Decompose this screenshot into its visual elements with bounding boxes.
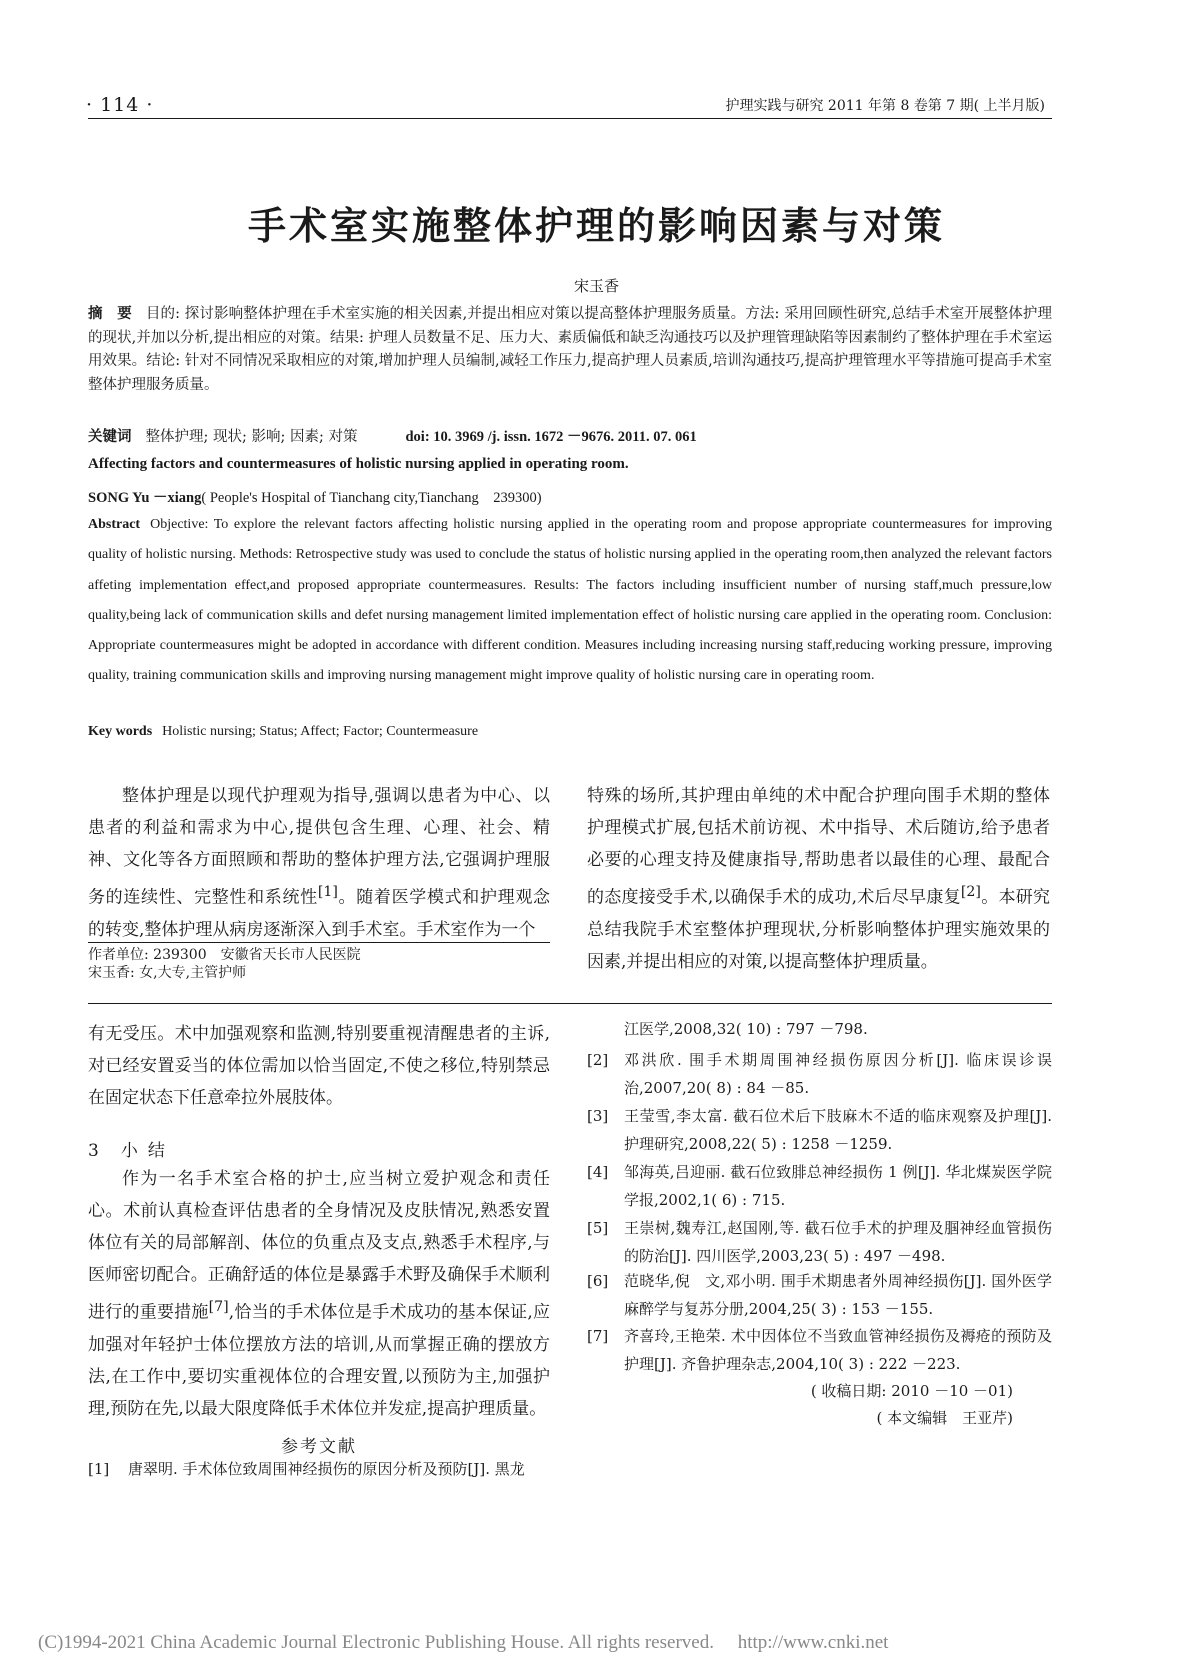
reference-number: [2] xyxy=(587,1051,609,1069)
citation-7: [7] xyxy=(208,1299,229,1315)
reference-text: 齐喜玲,王艳荣. 术中因体位不当致血管神经损伤及褥疮的预防及护理[J]. 齐鲁护理杂志,2004,10( 3) : 222 －223. xyxy=(624,1327,1052,1373)
intro-left-text-after: 。随着医学模式和护理观念的转变,整体护理从病房逐渐深入到手术室。手术室作为一个 xyxy=(88,887,551,940)
article-author: 宋玉香 xyxy=(573,277,619,295)
keywords-en-text: Holistic nursing; Status; Affect; Factor; Countermeasure xyxy=(162,724,479,739)
reference-number: [7] xyxy=(587,1327,609,1345)
reference-text: 邓洪欣. 围手术期周围神经损伤原因分析[J]. 临床误诊误治,2007,20( 8) : 84 －85. xyxy=(624,1051,1052,1097)
continued-text: 有无受压。术中加强观察和监测,特别要重视清醒患者的主诉,对已经安置妥当的体位需加以恰当固定,不使之移位,特别禁忌在固定状态下任意牵拉外展肢体。 xyxy=(88,1024,550,1108)
section-3-title: 小结 xyxy=(120,1141,175,1161)
article-title: 手术室实施整体护理的影响因素与对策 xyxy=(247,203,945,248)
abstract-cn xyxy=(88,302,1052,397)
reference-number: [6] xyxy=(587,1272,609,1290)
keywords-cn-label: 关键词 xyxy=(88,428,132,445)
citation-1: [1] xyxy=(317,884,338,900)
keywords-en xyxy=(88,724,1052,740)
section-3-heading xyxy=(88,1136,550,1161)
section-3-text-a: 作为一名手术室合格的护士,应当树立爱护观念和责任心。术前认真检查评估患者的全身情况及皮肤情况,熟悉安置体位有关的局部解剖、体位的负重点及支点,熟悉手术程序,与医师密切配合。正确舒适的体位是暴露手术野及确保手术顺利进行的重要措施 xyxy=(88,1169,550,1323)
reference-item xyxy=(587,1214,1052,1270)
reference-text: 范晓华,倪 文,邓小明. 围手术期患者外周神经损伤[J]. 国外医学麻醉学与复苏分册,2004,25( 3) : 153 －155. xyxy=(624,1272,1052,1318)
reference-text: 王崇树,魏寿江,赵国刚,等. 截石位手术的护理及腘神经血管损伤的防治[J]. 四川医学,2003,23( 5) : 497 －498. xyxy=(624,1219,1052,1265)
reference-item xyxy=(587,1158,1052,1214)
abstract-cn-text: 目的: 探讨影响整体护理在手术室实施的相关因素,并提出相应对策以提高整体护理服务质量。方法: 采用回顾性研究,总结手术室开展整体护理的现状,并加以分析,提出相应的对策。结果: 护理人员数量不足、压力大、素质偏低和缺乏沟通技巧以及护理管理缺陷等因素制约了整体护理在手术室运用效果。结论: 针对不同情况采取相应的对策,增加护理人员编制,减轻工作压力,提高护理人员素质,培训沟通技巧,提高护理管理水平等措施可提高手术室整体护理服务质量。 xyxy=(88,306,1053,393)
keywords-cn xyxy=(88,425,1052,446)
section-divider xyxy=(88,1003,1052,1004)
page-number: · 114 · xyxy=(86,94,154,116)
reference-item xyxy=(587,1046,1052,1102)
intro-left-column xyxy=(88,780,550,946)
author-en xyxy=(88,486,1052,507)
reference-item xyxy=(88,1455,550,1483)
intro-right-column xyxy=(587,780,1050,978)
references-title: 参考文献 xyxy=(281,1437,357,1457)
footnote-affiliation: 作者单位: 239300 安徽省天长市人民医院 xyxy=(88,947,361,963)
editor-note: ( 本文编辑 王亚芹) xyxy=(876,1409,1013,1427)
abstract-en-text: Objective: To explore the relevant factors affecting holistic nursing applied in the operating room and propose appropriate countermeasures for improving quality of holistic nursing. Methods: Retrospective study was used to conclude the status of holistic nursing applied in the operating room,then analyzed the relevant factors affeting implementation effect,and proposed appropriate countermeasures. Results: The factors including insufficient number of nursing staff,much pressure,low quality,being lack of communication skills and defet nursing management limited implementation effect of holistic nursing care applied in the operating room. Conclusion: Appropriate countermeasures might be adopted in accordance with different condition. Measures including increasing nursing staff,reducing working pressure, improving quality, training communication skills and improving nursing management might improve quality of holistic nursing care in operating room. xyxy=(88,517,1052,684)
keywords-en-label: Key words xyxy=(88,724,153,739)
reference-number: [4] xyxy=(587,1163,609,1181)
title-en: Affecting factors and countermeasures of holistic nursing applied in operating room. xyxy=(88,456,629,472)
reference-item xyxy=(587,1322,1052,1378)
footnote xyxy=(88,946,550,982)
journal-header: 护理实践与研究 2011 年第 8 卷第 7 期( 上半月版) xyxy=(725,98,1045,114)
footnote-rule xyxy=(88,942,550,943)
section-3-body xyxy=(88,1163,550,1425)
reference-number: [1] xyxy=(88,1460,110,1478)
footnote-author-info: 宋玉香: 女,大专,主管护师 xyxy=(88,965,247,981)
author-en-name: SONG Yu －xiang xyxy=(88,490,202,506)
reference-text: 唐翠明. 手术体位致周围神经损伤的原因分析及预防[J]. 黑龙 xyxy=(128,1460,525,1478)
reference-1-continued: 江医学,2008,32( 10) : 797 －798. xyxy=(624,1020,868,1038)
abstract-cn-label: 摘 要 xyxy=(88,305,132,322)
reference-number: [3] xyxy=(587,1107,609,1125)
section-3-number: 3 xyxy=(88,1141,99,1161)
citation-2: [2] xyxy=(960,884,981,900)
reference-text: 邹海英,吕迎丽. 截石位致腓总神经损伤 1 例[J]. 华北煤炭医学院学报,2002,1( 6) : 715. xyxy=(624,1163,1052,1209)
abstract-en xyxy=(88,510,1052,692)
author-en-affiliation: ( People's Hospital of Tianchang city,Tianchang 239300) xyxy=(201,490,542,506)
reference-text: 王莹雪,李太富. 截石位术后下肢麻木不适的临床观察及护理[J]. 护理研究,2008,22( 5) : 1258 －1259. xyxy=(624,1107,1052,1153)
intro-left-text: 整体护理是以现代护理观为指导,强调以患者为中心、以患者的利益和需求为中心,提供包含生理、心理、社会、精神、文化等各方面照顾和帮助的整体护理方法,它强调护理服务的连续性、完整性和系统性 xyxy=(88,786,550,908)
doi: doi: 10. 3969 /j. issn. 1672 －9676. 2011. 07. 061 xyxy=(405,429,697,445)
keywords-cn-text: 整体护理; 现状; 影响; 因素; 对策 xyxy=(145,429,358,445)
header-rule xyxy=(88,118,1052,119)
intro-right-text: 特殊的场所,其护理由单纯的术中配合护理向围手术期的整体护理模式扩展,包括术前访视、术中指导、术后随访,给予患者必要的心理支持及健康指导,帮助患者以最佳的心理、最配合的态度接受手术,以确保手术的成功,术后尽早康复 xyxy=(587,786,1050,908)
copyright-footer: (C)1994-2021 China Academic Journal Electronic Publishing House. All rights reserved. http://www.cnki.net xyxy=(38,1632,889,1653)
reference-item xyxy=(587,1102,1052,1158)
intro-right-text-after: 。本研究总结我院手术室整体护理现状,分析影响整体护理实施效果的因素,并提出相应的对策,以提高整体护理质量。 xyxy=(587,887,1051,972)
section-3-text-b: ,恰当的手术体位是手术成功的基本保证,应加强对年轻护士体位摆放方法的培训,从而掌握正确的摆放方法,在工作中,要切实重视体位的合理安置,以预防为主,加强护理,预防在先,以最大限度降低手术体位并发症,提高护理质量。 xyxy=(88,1302,551,1419)
received-date: ( 收稿日期: 2010 －10 －01) xyxy=(810,1382,1013,1400)
abstract-en-label: Abstract xyxy=(88,517,141,532)
reference-number: [5] xyxy=(587,1219,609,1237)
reference-item xyxy=(587,1267,1052,1323)
